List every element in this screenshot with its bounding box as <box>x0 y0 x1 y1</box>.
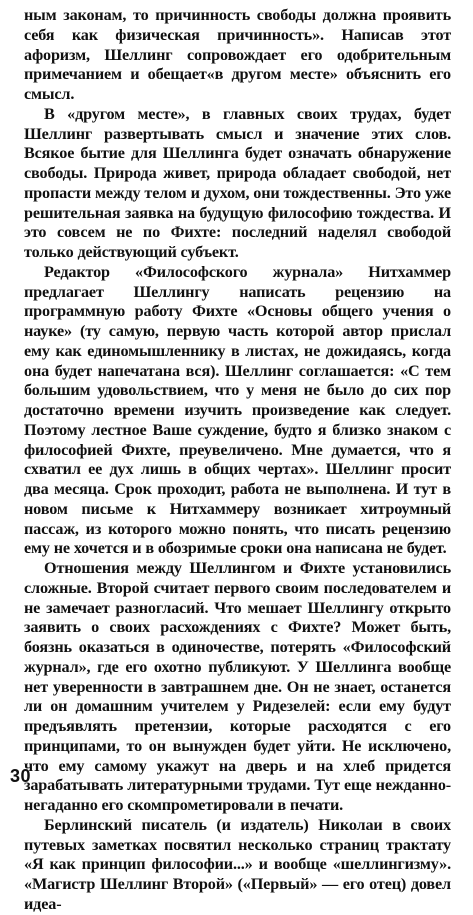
book-page-text <box>24 6 451 915</box>
paragraph-continued: ным законам, то причинность свободы должна проявить себя как физическая причинность». Написав этот афоризм, Шеллинг сопровождает его одобрительным примечанием и обещает«в другом месте» объяснить его смысл. <box>24 6 451 103</box>
paragraph-relations: Отношения между Шеллингом и Фихте установились сложные. Второй считает первого своим последователем и не замечает разногласий. Что мешает Шеллингу открыто заявить о своих расхождениях с Фихте? Может быть, боязнь оказаться в одиночестве, потерять «Философский журнал», где его охотно публикуют. У Шеллинга вообще нет уверенности в завтрашнем дне. Он не знает, останется ли он домашним учителем у Ридезелей: если ему будут предъявлять претензии, которые расходятся с его принципами, то он вынужден будет уйти. Не исключено, что ему самому укажут на дверь и на хлеб придется зарабатывать литературными трудами. Тут еще нежданно-негаданно его скомпрометировали в печати. <box>24 559 451 814</box>
paragraph-berlin-writer: Берлинский писатель (и издатель) Николаи в своих путевых заметках посвятил несколько страниц трактату «Я как принцип философии...» и вообще «шеллингизму». «Магистр Шеллинг Второй» («Первый» — его отец) довел идеа- <box>24 815 451 913</box>
page-number: 30 <box>10 766 32 786</box>
paragraph-other-place: В «другом месте», в главных своих трудах, будет Шеллинг развертывать смысл и значение этих слов. Всякое бытие для Шеллинга будет означать обнаружение свободы. Природа живет, природа обладает свободой, нет пропасти между телом и духом, они тождественны. Это уже решительная заявка на будущую философию тождества. И это совсем не по Фихте: последний наделял свободой только действующий субъект. <box>24 104 451 261</box>
paragraph-editor-review: Редактор «Философского журнала» Нитхаммер предлагает Шеллингу написать рецензию на программную работу Фихте «Основы общего учения о науке» (ту самую, первую часть которой автор прислал ему как единомышленнику в листах, не дожидаясь, когда она будет напечатана вся). Шеллинг соглашается: «С тем большим удовольствием, что у меня не было до сих пор достаточно времени изучить произведение как следует. Поэтому лестное Ваше суждение, будто я близко знаком с философией Фихте, преувеличено. Мне думается, что я схватил ее дух лишь в общих чертах». Шеллинг просит два месяца. Срок проходит, работа не выполнена. И тут в новом письме к Нитхаммеру возникает хитроумный пассаж, из которого можно понять, что писать рецензию ему не хочется и в обозримые сроки она написана не будет. <box>24 262 451 558</box>
